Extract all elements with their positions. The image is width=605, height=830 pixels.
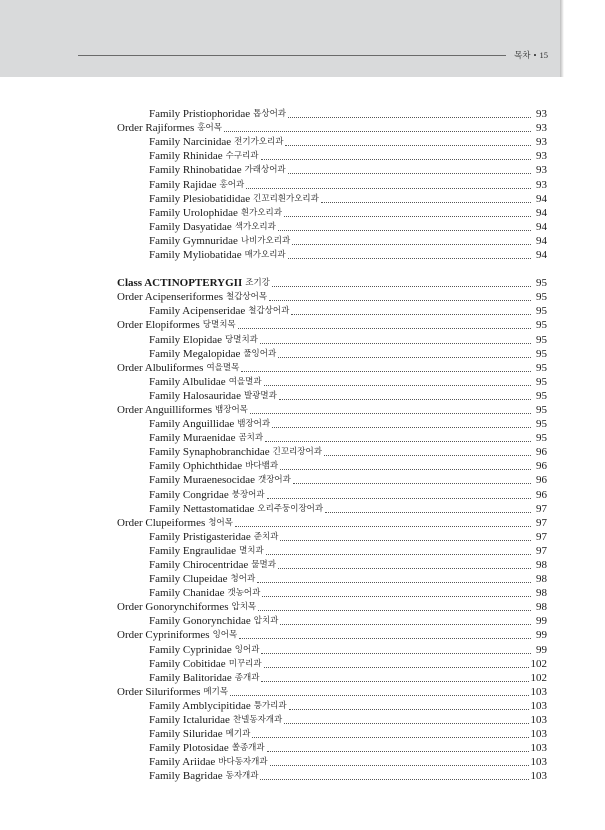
toc-entry-page-number: 95 bbox=[536, 347, 547, 360]
dot-leader bbox=[279, 399, 531, 400]
toc-entry-family bbox=[117, 755, 547, 769]
toc-entry-name: Family Amblycipitidae bbox=[149, 699, 251, 712]
dot-leader bbox=[264, 667, 529, 668]
toc-entry-name: Family Albulidae bbox=[149, 375, 226, 388]
toc-entry-family bbox=[117, 177, 547, 191]
dot-leader bbox=[241, 371, 531, 372]
toc-entry-korean-name: 갯농어과 bbox=[227, 588, 261, 599]
toc-entry-name: Family Plotosidae bbox=[149, 742, 229, 755]
toc-entry-name: Order Cypriniformes bbox=[117, 629, 210, 642]
toc-entry-page-number: 103 bbox=[530, 728, 547, 741]
toc-entry-page-number: 103 bbox=[530, 699, 547, 712]
dot-leader bbox=[264, 385, 531, 386]
toc-entry-page-number: 103 bbox=[530, 714, 547, 727]
toc-entry-page-number: 93 bbox=[536, 122, 547, 135]
toc-entry-korean-name: 종개과 bbox=[234, 672, 260, 683]
dot-leader bbox=[284, 216, 531, 217]
toc-entry-page-number: 93 bbox=[536, 178, 547, 191]
toc-entry-page-number: 96 bbox=[536, 446, 547, 459]
dot-leader bbox=[278, 568, 531, 569]
toc-entry-name: Family Ophichthidae bbox=[149, 460, 243, 473]
toc-entry-order bbox=[117, 121, 547, 135]
toc-entry-family bbox=[117, 163, 547, 177]
toc-entry-page-number: 103 bbox=[530, 742, 547, 755]
toc-entry-korean-name: 갯장어과 bbox=[258, 475, 291, 486]
dot-leader bbox=[272, 286, 531, 287]
dot-leader bbox=[262, 596, 531, 597]
toc-entry-page-number: 95 bbox=[536, 432, 547, 445]
toc-entry-page-number: 95 bbox=[536, 291, 547, 304]
toc-entry-korean-name: 바다뱀과 bbox=[245, 461, 279, 472]
toc-entry-family bbox=[117, 558, 547, 572]
toc-entry-family bbox=[117, 248, 547, 262]
dot-leader bbox=[224, 131, 531, 132]
toc-entry-page-number: 94 bbox=[536, 249, 547, 262]
toc-entry-korean-name: 긴꼬리장어과 bbox=[272, 447, 322, 458]
toc-entry-family bbox=[117, 741, 547, 755]
dot-leader bbox=[260, 779, 528, 780]
toc-entry-name: Order Acipenseriformes bbox=[117, 291, 223, 304]
dot-leader bbox=[267, 498, 531, 499]
toc-entry-name: Order Siluriformes bbox=[117, 685, 201, 698]
dot-leader bbox=[292, 244, 531, 245]
toc-entry-page-number: 95 bbox=[536, 389, 547, 402]
toc-entry-name: Family Balitoridae bbox=[149, 671, 232, 684]
toc-entry-name: Family Synaphobranchidae bbox=[149, 446, 270, 459]
toc-entry-page-number: 95 bbox=[536, 319, 547, 332]
toc-entry-family bbox=[117, 614, 547, 628]
toc-entry-name: Order Clupeiformes bbox=[117, 516, 206, 529]
toc-entry-korean-name: 철갑상어과 bbox=[248, 306, 290, 317]
toc-entry-korean-name: 풀잉어과 bbox=[243, 348, 277, 359]
toc-entry-korean-name: 바다동자개과 bbox=[218, 757, 268, 768]
toc-entry-page-number: 95 bbox=[536, 277, 547, 290]
toc-entry-name: Order Gonorynchiformes bbox=[117, 601, 229, 614]
toc-entry-korean-name: 오리주둥이장어과 bbox=[257, 503, 324, 514]
dot-leader bbox=[257, 582, 531, 583]
toc-entry-korean-name: 동자개과 bbox=[225, 771, 259, 782]
toc-entry-family bbox=[117, 473, 547, 487]
dot-leader bbox=[261, 681, 528, 682]
toc-entry-korean-name: 청어목 bbox=[208, 517, 233, 528]
toc-entry-family bbox=[117, 727, 547, 741]
toc-entry-name: Family Elopidae bbox=[149, 333, 223, 346]
header-band bbox=[0, 0, 560, 77]
toc-entry-family bbox=[117, 572, 547, 586]
toc-entry-name: Family Chirocentridae bbox=[149, 559, 249, 571]
dot-leader bbox=[285, 145, 531, 146]
dot-leader bbox=[235, 526, 531, 527]
toc-entry-korean-name: 가래상어과 bbox=[244, 165, 286, 176]
toc-entry-korean-name: 색가오리과 bbox=[234, 221, 276, 232]
toc-entry-page-number: 96 bbox=[536, 460, 547, 473]
toc-entry-korean-name: 당멸치과 bbox=[225, 334, 258, 345]
toc-entry-name: Family Engraulidae bbox=[149, 544, 237, 557]
toc-entry-order bbox=[117, 318, 547, 332]
toc-entry-name: Family Bagridae bbox=[149, 770, 223, 783]
toc-entry-name: Family Halosauridae bbox=[149, 389, 241, 402]
toc-entry-name: Family Rhinobatidae bbox=[149, 164, 242, 177]
toc-entry-page-number: 103 bbox=[530, 685, 547, 698]
toc-entry-name: Family Dasyatidae bbox=[149, 220, 232, 233]
toc-entry-page-number: 96 bbox=[536, 474, 547, 487]
toc-entry-family bbox=[117, 445, 547, 459]
toc-entry-page-number: 93 bbox=[536, 164, 547, 177]
header-shadow bbox=[560, 0, 564, 77]
toc-entry-page-number: 97 bbox=[536, 502, 547, 515]
running-head-bullet: • bbox=[533, 50, 537, 60]
toc-entry-family bbox=[117, 347, 547, 361]
toc-entry-korean-name: 홍어목 bbox=[197, 123, 222, 134]
toc-entry-korean-name: 매가오리과 bbox=[244, 250, 286, 261]
toc-entry-name: Family Rhinidae bbox=[149, 150, 223, 163]
dot-leader bbox=[288, 117, 531, 118]
running-head-section: 목차 bbox=[514, 50, 531, 60]
toc-entry-korean-name: 미꾸리과 bbox=[228, 658, 262, 669]
dot-leader bbox=[266, 554, 531, 555]
toc-entry-page-number: 95 bbox=[536, 305, 547, 318]
toc-entry-name: Family Urolophidae bbox=[149, 206, 238, 219]
toc-entry-page-number: 102 bbox=[530, 657, 547, 670]
toc-entry-name: Family Siluridae bbox=[149, 728, 223, 741]
toc-entry-order bbox=[117, 685, 547, 699]
toc-entry-page-number: 99 bbox=[536, 615, 547, 628]
toc-entry-name: Family Plesiobatididae bbox=[149, 192, 251, 205]
toc-entry-page-number: 103 bbox=[530, 770, 547, 783]
dot-leader bbox=[288, 173, 531, 174]
toc-entry-page-number: 95 bbox=[536, 375, 547, 388]
toc-entry-korean-name: 메기과 bbox=[225, 729, 251, 740]
toc-entry-family bbox=[117, 459, 547, 473]
dot-leader bbox=[261, 653, 531, 654]
header-rule bbox=[78, 55, 506, 56]
toc-entry-page-number: 94 bbox=[536, 206, 547, 219]
toc-entry-family bbox=[117, 375, 547, 389]
toc-entry-korean-name: 나비가오리과 bbox=[240, 235, 291, 246]
toc-entry-family bbox=[117, 642, 547, 656]
running-head-page: 15 bbox=[539, 50, 548, 60]
toc-entry-page-number: 95 bbox=[536, 333, 547, 346]
toc-entry-name: Family Myliobatidae bbox=[149, 249, 242, 262]
toc-entry-family bbox=[117, 530, 547, 544]
toc-entry-page-number: 98 bbox=[536, 573, 547, 586]
table-of-contents bbox=[117, 107, 547, 783]
toc-entry-korean-name: 여을멸목 bbox=[206, 362, 240, 373]
toc-entry-page-number: 94 bbox=[536, 234, 547, 247]
toc-entry-page-number: 95 bbox=[536, 418, 547, 431]
toc-entry-family bbox=[117, 332, 547, 346]
toc-entry-family bbox=[117, 234, 547, 248]
toc-entry-korean-name: 수구리과 bbox=[225, 151, 259, 162]
dot-leader bbox=[250, 413, 531, 414]
toc-entry-family bbox=[117, 713, 547, 727]
toc-entry-name: Family Gonorynchidae bbox=[149, 615, 251, 628]
toc-entry-name: Family Anguillidae bbox=[149, 418, 235, 431]
toc-entry-family bbox=[117, 431, 547, 445]
toc-entry-order bbox=[117, 516, 547, 530]
toc-entry-korean-name: 흰가오리과 bbox=[240, 207, 282, 218]
toc-entry-name: Order Elopiformes bbox=[117, 319, 200, 332]
dot-leader bbox=[270, 765, 529, 766]
toc-entry-family bbox=[117, 671, 547, 685]
dot-leader bbox=[280, 540, 531, 541]
toc-entry-family bbox=[117, 304, 547, 318]
toc-entry-korean-name: 쏠종개과 bbox=[231, 743, 265, 754]
toc-entry-name: Family Pristigasteridae bbox=[149, 530, 251, 543]
toc-entry-family bbox=[117, 192, 547, 206]
toc-entry-page-number: 96 bbox=[536, 488, 547, 501]
toc-entry-name: Family Clupeidae bbox=[149, 573, 228, 586]
toc-entry-name: Family Muraenidae bbox=[149, 432, 236, 445]
dot-leader bbox=[280, 469, 531, 470]
toc-entry-name: Family Muraenesocidae bbox=[149, 474, 255, 487]
toc-entry-page-number: 95 bbox=[536, 361, 547, 374]
toc-entry-page-number: 102 bbox=[530, 671, 547, 684]
toc-entry-korean-name: 긴꼬리흰가오리과 bbox=[253, 193, 319, 204]
dot-leader bbox=[238, 328, 531, 329]
dot-leader bbox=[293, 483, 531, 484]
dot-leader bbox=[269, 300, 531, 301]
toc-entry-order bbox=[117, 600, 547, 614]
toc-entry-korean-name: 조기강 bbox=[245, 278, 270, 289]
toc-entry-korean-name: 잉어목 bbox=[212, 630, 238, 641]
toc-entry-name: Class ACTINOPTERYGII bbox=[117, 277, 243, 290]
dot-leader bbox=[324, 455, 531, 456]
toc-entry-page-number: 97 bbox=[536, 530, 547, 543]
toc-entry-name: Order Albuliformes bbox=[117, 361, 204, 374]
toc-entry-family bbox=[117, 149, 547, 163]
toc-entry-name: Family Cobitidae bbox=[149, 657, 226, 670]
toc-entry-page-number: 98 bbox=[536, 587, 547, 600]
toc-entry-korean-name: 톱상어과 bbox=[253, 109, 286, 120]
toc-entry-name: Family Pristiophoridae bbox=[149, 108, 251, 121]
toc-entry-korean-name: 뱀장어목 bbox=[215, 404, 248, 415]
toc-entry-page-number: 98 bbox=[536, 559, 547, 571]
toc-entry-order bbox=[117, 290, 547, 304]
toc-entry-name: Family Cyprinidae bbox=[149, 643, 232, 656]
toc-entry-family bbox=[117, 206, 547, 220]
toc-entry-name: Order Anguilliformes bbox=[117, 403, 213, 416]
toc-entry-family bbox=[117, 769, 547, 783]
toc-entry-page-number: 103 bbox=[530, 756, 547, 769]
toc-entry-name: Family Congridae bbox=[149, 488, 229, 501]
toc-entry-korean-name: 붕장어과 bbox=[231, 489, 265, 500]
dot-leader bbox=[321, 202, 531, 203]
toc-entry-name: Family Narcinidae bbox=[149, 136, 232, 149]
dot-leader bbox=[261, 159, 532, 160]
dot-leader bbox=[284, 723, 528, 724]
toc-entry-korean-name: 곰치과 bbox=[238, 433, 264, 444]
toc-entry-korean-name: 압치과 bbox=[253, 616, 279, 627]
toc-entry-name: Family Acipenseridae bbox=[149, 305, 246, 318]
toc-entry-korean-name: 청어과 bbox=[230, 574, 256, 585]
dot-leader bbox=[265, 441, 531, 442]
dot-leader bbox=[288, 258, 531, 259]
toc-entry-family bbox=[117, 586, 547, 600]
dot-leader bbox=[272, 427, 531, 428]
toc-entry-korean-name: 준치과 bbox=[253, 531, 279, 542]
toc-entry-name: Family Rajidae bbox=[149, 178, 217, 191]
toc-entry-page-number: 94 bbox=[536, 192, 547, 205]
dot-leader bbox=[230, 695, 528, 696]
toc-entry-korean-name: 퉁가리과 bbox=[253, 700, 287, 711]
toc-entry-name: Family Chanidae bbox=[149, 587, 225, 600]
toc-entry-page-number: 93 bbox=[536, 136, 547, 149]
toc-entry-korean-name: 멸치과 bbox=[239, 545, 264, 556]
running-head bbox=[514, 49, 548, 61]
toc-entry-family bbox=[117, 389, 547, 403]
dot-leader bbox=[291, 314, 531, 315]
toc-entry-page-number: 98 bbox=[536, 601, 547, 614]
toc-entry-name: Order Rajiformes bbox=[117, 122, 195, 135]
dot-leader bbox=[325, 512, 531, 513]
dot-leader bbox=[239, 638, 531, 639]
toc-entry-family bbox=[117, 699, 547, 713]
toc-entry-korean-name: 홍어과 bbox=[219, 179, 245, 190]
dot-leader bbox=[246, 188, 531, 189]
toc-entry-order bbox=[117, 628, 547, 642]
toc-entry-korean-name: 압치목 bbox=[231, 602, 257, 613]
dot-leader bbox=[280, 624, 531, 625]
toc-entry-korean-name: 전기가오리과 bbox=[234, 137, 284, 148]
dot-leader bbox=[258, 610, 531, 611]
toc-entry-korean-name: 여을멸과 bbox=[228, 376, 262, 387]
dot-leader bbox=[267, 751, 529, 752]
toc-entry-korean-name: 철갑상어목 bbox=[226, 292, 268, 303]
toc-entry-family bbox=[117, 107, 547, 121]
toc-entry-page-number: 97 bbox=[536, 544, 547, 557]
toc-entry-korean-name: 당멸치목 bbox=[202, 320, 236, 331]
dot-leader bbox=[289, 709, 529, 710]
toc-entry-family bbox=[117, 657, 547, 671]
toc-entry-page-number: 93 bbox=[536, 108, 547, 121]
toc-entry-name: Family Gymnuridae bbox=[149, 234, 238, 247]
dot-leader bbox=[260, 343, 531, 344]
toc-entry-family bbox=[117, 487, 547, 501]
toc-entry-family bbox=[117, 544, 547, 558]
toc-entry-family bbox=[117, 502, 547, 516]
toc-entry-korean-name: 찬넬동자개과 bbox=[232, 715, 283, 726]
toc-entry-korean-name: 잉어과 bbox=[234, 644, 260, 655]
dot-leader bbox=[278, 357, 531, 358]
toc-entry-page-number: 93 bbox=[536, 150, 547, 163]
toc-entry-family bbox=[117, 220, 547, 234]
toc-entry-page-number: 97 bbox=[536, 516, 547, 529]
toc-entry-page-number: 99 bbox=[536, 629, 547, 642]
toc-entry-page-number: 99 bbox=[536, 643, 547, 656]
dot-leader bbox=[252, 737, 528, 738]
toc-entry-name: Family Megalopidae bbox=[149, 347, 241, 360]
toc-entry-class bbox=[117, 276, 547, 290]
toc-entry-family bbox=[117, 417, 547, 431]
toc-entry-name: Family Ictaluridae bbox=[149, 714, 230, 727]
toc-entry-name: Family Ariidae bbox=[149, 756, 216, 769]
toc-entry-korean-name: 물멸과 bbox=[251, 560, 276, 570]
toc-entry-page-number: 95 bbox=[536, 403, 547, 416]
toc-entry-name: Family Nettastomatidae bbox=[149, 502, 255, 515]
toc-entry-family bbox=[117, 135, 547, 149]
toc-entry-korean-name: 뱀장어과 bbox=[237, 419, 271, 430]
toc-entry-page-number: 94 bbox=[536, 220, 547, 233]
dot-leader bbox=[278, 230, 531, 231]
toc-entry-korean-name: 메기목 bbox=[203, 686, 229, 697]
toc-entry-korean-name: 발광멸과 bbox=[243, 390, 277, 401]
toc-entry-order bbox=[117, 361, 547, 375]
toc-entry-order bbox=[117, 403, 547, 417]
